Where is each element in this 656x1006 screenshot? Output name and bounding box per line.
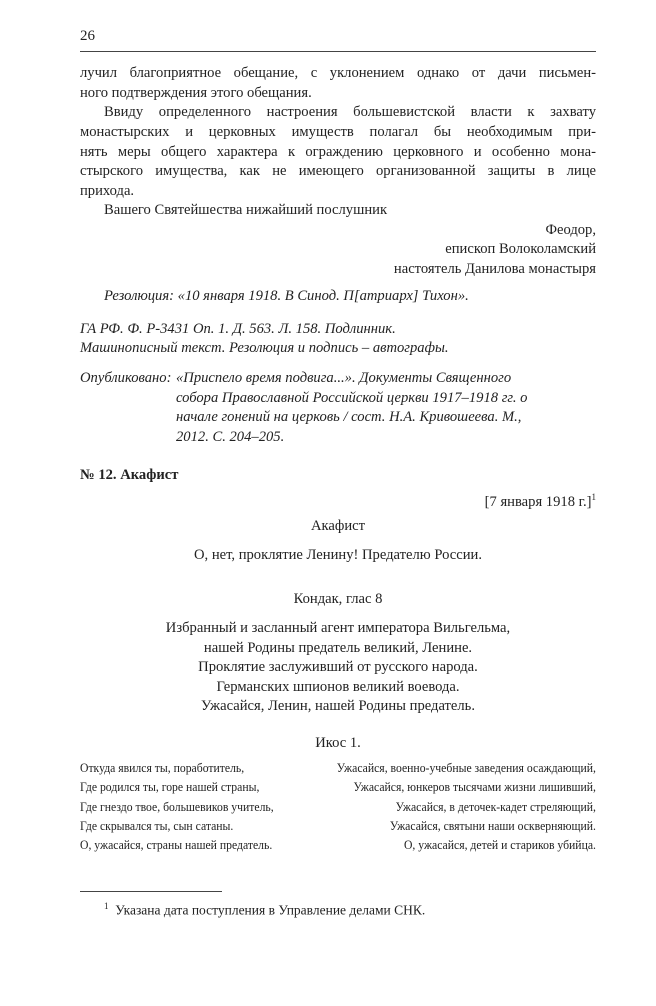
ikos-line: Где гнездо твое, большевиков учитель,: [80, 798, 274, 814]
ikos-title: Икос 1.: [315, 735, 361, 751]
published-line: 2012. С. 204–205.: [176, 429, 285, 445]
document-date-text: [7 января 1918 г.]: [484, 493, 592, 510]
body-line: лучил благоприятное обещание, с уклонением однако от дачи письмен-: [80, 65, 596, 81]
published-line: собора Православной Российской церкви 1917–1918 гг. о: [176, 390, 528, 406]
kondak-line: Избранный и засланный агент императора Вильгельма,: [165, 620, 511, 636]
footnote-text: Указана дата поступления в Управление делами СНК.: [115, 902, 426, 918]
document-date: [80, 487, 596, 512]
published-label: Опубликовано:: [80, 370, 172, 386]
ikos-line: Откуда явился ты, поработитель,: [80, 760, 245, 775]
document-heading: № 12. Акафист: [80, 467, 179, 483]
ikos-line: Ужасайся, святыни наши оскверняющий.: [389, 817, 596, 833]
archive-line: Машинописный текст. Резолюция и подпись – автографы.: [80, 340, 449, 356]
body-line: нять меры общего характера к ограждению церковного и особенно мона-: [80, 144, 596, 160]
kondak-line: Проклятие заслуживший от русского народа.: [198, 659, 478, 675]
footnote-rule: [80, 891, 222, 892]
ikos-line: Ужасайся, в деточек-кадет стреляющий,: [395, 798, 596, 814]
kondak-line: нашей Родины предатель великий, Ленине.: [203, 640, 473, 656]
footnote: [104, 901, 425, 919]
ikos-line: О, ужасайся, страны нашей предатель.: [80, 837, 273, 853]
header-rule: [80, 51, 596, 52]
ikos-line: О, ужасайся, детей и стариков убийца.: [403, 837, 596, 853]
published-line: «Приспело время подвига...». Документы Священного: [176, 370, 512, 386]
ikos-left-column: [80, 758, 274, 854]
body-line: монастырских и церковных имуществ полагал бы необходимым при-: [80, 124, 596, 140]
ikos-right-column: [337, 758, 596, 854]
kondak-line: Ужасайся, Ленин, нашей Родины предатель.: [201, 698, 475, 714]
ikos-line: Ужасайся, юнкеров тысячами жизни лишивший,: [353, 779, 596, 795]
footnote-mark: 1: [104, 901, 109, 911]
body-line: Ввиду определенного настроения большевистской власти к захвату: [104, 104, 596, 120]
page-number: 26: [80, 28, 95, 44]
kondak-title: Кондак, глас 8: [293, 591, 383, 607]
ikos-line: Где скрывался ты, сын сатаны.: [80, 817, 234, 833]
ikos-line: Ужасайся, военно-учебные заведения осаждающий,: [336, 760, 596, 775]
ikos-line: Где родился ты, горе нашей страны,: [80, 779, 260, 795]
signature-closing: Вашего Святейшества нижайший послушник: [104, 202, 388, 218]
signature-name: Феодор,: [545, 222, 596, 238]
body-line: прихода.: [80, 183, 135, 199]
akafist-title: Акафист: [310, 518, 365, 534]
signature-title: настоятель Данилова монастыря: [393, 261, 596, 277]
footnote-reference[interactable]: 1: [591, 492, 596, 502]
body-line: ного подтверждения этого обещания.: [80, 85, 312, 101]
published-line: начале гонений на церковь / сост. Н.А. Кривошеева. М.,: [176, 409, 522, 425]
signature-title: епископ Волоколамский: [445, 241, 596, 257]
kondak-line: Германских шпионов великий воевода.: [216, 679, 460, 695]
resolution: Резолюция: «10 января 1918. В Синод. П[атриарх] Тихон».: [104, 288, 469, 304]
body-line: стырского имущества, как не имеющего организованной защиты в лице: [80, 163, 596, 179]
akafist-subtitle: О, нет, проклятие Ленину! Предателю России.: [194, 547, 482, 563]
archive-line: ГА РФ. Ф. Р-3431 Оп. 1. Д. 563. Л. 158. Подлинник.: [80, 321, 396, 337]
